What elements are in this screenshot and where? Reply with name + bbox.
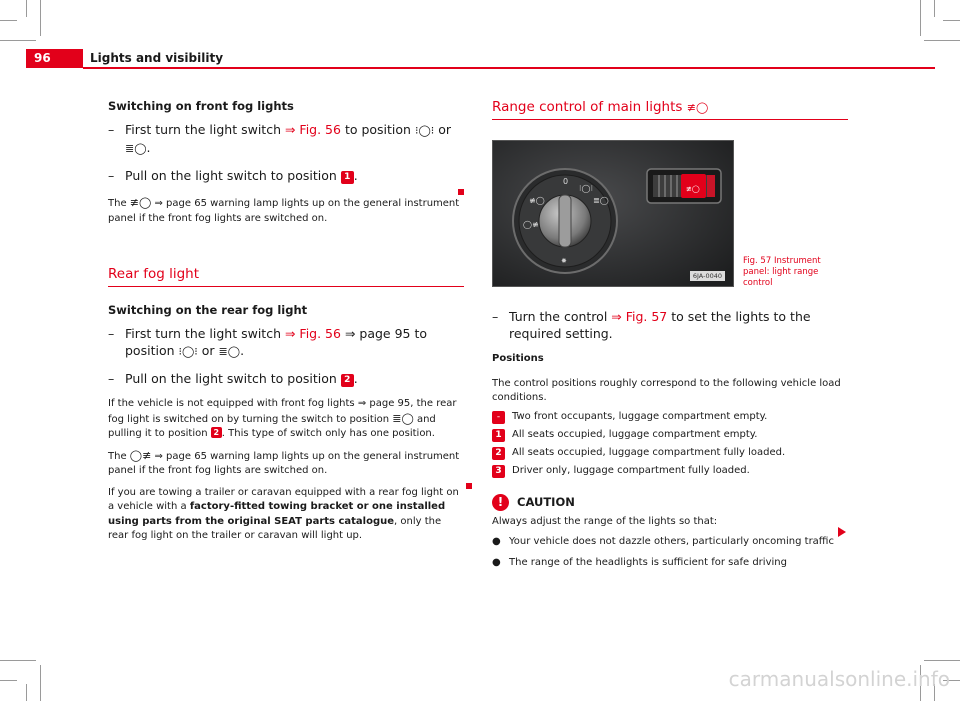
running-head: Lights and visibility (90, 51, 224, 65)
step-text: First turn the light switch (125, 326, 285, 341)
left-column (108, 99, 464, 551)
crop-mark (0, 20, 17, 21)
position-row (492, 446, 848, 460)
continue-arrow-icon (838, 527, 846, 537)
note-text: The (108, 198, 130, 209)
paragraph-text: . This type of switch only has one position. (221, 428, 435, 439)
svg-text:≣◯: ≣◯ (593, 196, 609, 205)
step-text: or (197, 343, 219, 358)
position-badge: 2 (492, 447, 505, 460)
dipped-beam-icon: ≣◯ (125, 142, 147, 155)
caution-title: CAUTION (517, 495, 575, 509)
range-control-title (492, 99, 848, 120)
step-text: . (146, 140, 151, 155)
fig-56-link[interactable]: ⇒ Fig. 56 (284, 122, 341, 137)
paragraph-text: ⇒ page 65 warning lamp lights up on the general instrument panel if the front fog lights are switched on. (108, 450, 460, 476)
svg-text:≢◯: ≢◯ (686, 185, 700, 193)
side-light-icon: ⁝◯⁝ (178, 345, 198, 358)
paragraph-text: , only the rear fog light on the trailer or caravan will light up. (108, 515, 442, 541)
exclamation-icon: ! (492, 494, 509, 511)
crop-mark (0, 40, 36, 41)
step-text: to set the lights to the required setting. (509, 309, 811, 341)
caution-header (492, 492, 848, 511)
watermark: carmanualsonline.info (728, 667, 950, 691)
front-fog-heading: Switching on front fog lights (108, 99, 294, 113)
step-text: . (240, 343, 245, 358)
front-fog-step-2 (108, 167, 464, 184)
crop-mark (924, 660, 960, 661)
dipped-beam-icon: ≣◯ (392, 411, 414, 425)
bullet-dot: ● (492, 536, 501, 547)
rear-fog-heading: Switching on the rear fog light (108, 303, 308, 317)
rear-fog-title: Rear fog light (108, 266, 464, 287)
position-row (492, 428, 848, 442)
caution-bullet (492, 556, 848, 570)
figure-code: 6JA-0040 (690, 271, 725, 281)
crop-mark (924, 40, 960, 41)
svg-text:≢◯: ≢◯ (529, 196, 545, 205)
fig-56-link[interactable]: ⇒ Fig. 56 (284, 326, 341, 341)
step-dash: – (108, 326, 115, 341)
paragraph-text: If you are towing a trailer or caravan equipped with a rear fog light on a vehicle with a (108, 486, 459, 512)
positions-intro: The control positions roughly correspond to the following vehicle load conditions. (492, 377, 841, 403)
step-text: . (353, 371, 358, 386)
position-badge: 2 (211, 427, 222, 438)
front-fog-icon: ≢◯ (129, 196, 152, 209)
position-badge: 1 (341, 171, 354, 184)
bullet-dot: ● (492, 557, 501, 568)
position-text: All seats occupied, luggage compartment empty. (512, 428, 758, 440)
dipped-beam-icon: ≣◯ (218, 345, 241, 358)
front-fog-step-1 (108, 121, 464, 157)
step-text: Pull on the light switch to position (125, 168, 341, 183)
rear-fog-icon: ◯≢ (129, 448, 152, 462)
crop-mark (26, 0, 27, 17)
crop-mark (40, 0, 41, 36)
position-text: Two front occupants, luggage compartment empty. (512, 410, 768, 422)
crop-mark (920, 0, 921, 36)
step-dash: – (108, 122, 115, 137)
main-beam-icon: ≢◯ (686, 101, 709, 114)
rear-fog-step-2 (108, 370, 464, 387)
crop-mark (0, 680, 17, 681)
svg-text:✸: ✸ (561, 257, 567, 265)
positions-list (492, 410, 848, 478)
positions-heading (492, 352, 848, 367)
position-badge: 1 (492, 429, 505, 442)
step-text: . (353, 168, 358, 183)
note-text: ⇒ page 65 warning lamp lights up on the general instrument panel if the front fog lights are switched on. (108, 198, 460, 224)
section-end-mark (466, 483, 472, 489)
positions-heading-text: Positions (492, 353, 544, 364)
page-number: 96 (26, 49, 83, 68)
crop-mark (26, 684, 27, 701)
step-text: ⇒ page 95 to position (125, 326, 428, 358)
step-dash: – (108, 168, 115, 183)
position-badge: 2 (341, 374, 354, 387)
paragraph-text: and pulling it to position (108, 413, 436, 439)
side-light-icon: ⁝◯⁝ (414, 124, 435, 137)
position-text: Driver only, luggage compartment fully loaded. (512, 464, 750, 476)
svg-text:⁝◯⁝: ⁝◯⁝ (579, 184, 594, 193)
rear-fog-paragraph-3 (108, 486, 464, 544)
range-step-1 (492, 308, 848, 342)
light-switch-illustration (493, 141, 734, 287)
rear-fog-paragraph-1 (108, 397, 464, 442)
rear-fog-step-1 (108, 325, 464, 360)
range-control-title-text: Range control of main lights (492, 99, 683, 115)
fig-57-link[interactable]: ⇒ Fig. 57 (611, 309, 668, 324)
position-text: All seats occupied, luggage compartment fully loaded. (512, 446, 786, 458)
position-badge: 3 (492, 465, 505, 478)
section-end-mark (458, 189, 464, 195)
step-dash: – (108, 371, 115, 386)
light-switch-figure (492, 140, 734, 287)
step-text: or (434, 122, 452, 137)
rear-fog-paragraph-2 (108, 449, 464, 479)
bullet-text: Your vehicle does not dazzle others, particularly oncoming traffic (509, 536, 834, 547)
step-dash: – (492, 309, 499, 324)
paragraph-text: If the vehicle is not equipped with front fog lights ⇒ page 95, the rear fog light is switched on by turning the switch to position (108, 398, 457, 425)
crop-mark (943, 20, 960, 21)
right-column (492, 99, 848, 577)
crop-mark (40, 665, 41, 701)
position-badge: - (492, 411, 505, 424)
crop-mark (934, 0, 935, 17)
figure-caption: Fig. 57 Instrument panel: light range control (743, 256, 821, 288)
bullet-text: The range of the headlights is sufficient for safe driving (509, 557, 787, 568)
svg-text:0: 0 (563, 177, 569, 186)
caution-intro: Always adjust the range of the lights so that: (492, 515, 718, 527)
position-row (492, 464, 848, 478)
paragraph-bold: factory-fitted towing bracket or one installed using parts from the original SEAT parts catalogue (108, 501, 446, 527)
header-rule (83, 67, 935, 69)
crop-mark (0, 660, 36, 661)
step-text: to position (340, 122, 415, 137)
step-text: Pull on the light switch to position (125, 371, 341, 386)
paragraph-text: The (108, 450, 130, 462)
caution-bullet (492, 535, 848, 549)
front-fog-note (108, 196, 464, 226)
svg-text:◯≢: ◯≢ (523, 220, 539, 229)
position-row (492, 410, 848, 424)
step-text: Turn the control (509, 309, 612, 324)
step-text: First turn the light switch (125, 122, 285, 137)
